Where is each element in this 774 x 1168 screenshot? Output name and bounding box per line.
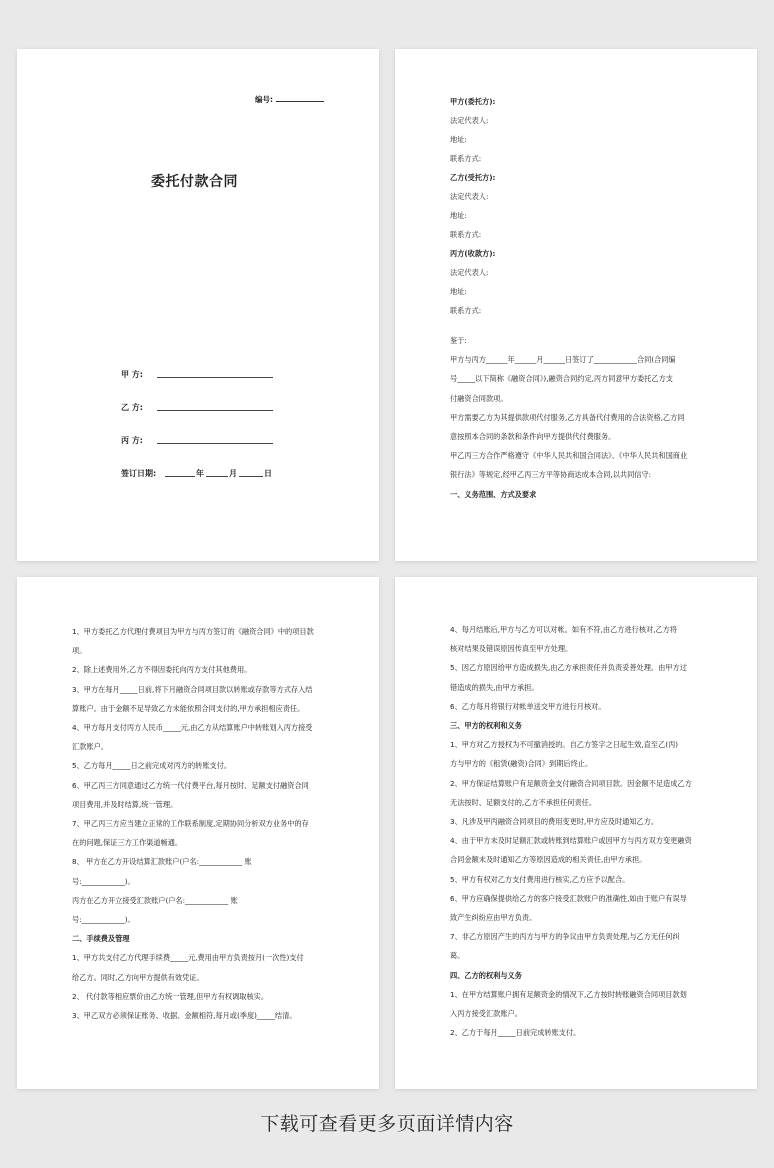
text-line: 2、乙方于每月_____日前完成转账支付。 xyxy=(450,1028,581,1038)
section-heading: 乙方(受托方): xyxy=(450,173,496,182)
party-b-line xyxy=(157,410,273,411)
text-line: 核对结果及错误原因传真至甲方处理。 xyxy=(450,644,573,654)
download-more-caption: 下载可查看更多页面详情内容 xyxy=(260,1113,514,1135)
text-line: 无法按时、足额支付的,乙方不承担任何责任。 xyxy=(450,797,597,807)
text-line: 4、每月结账后,甲方与乙方可以对帐。如有不符,由乙方进行核对,乙方将 xyxy=(450,625,678,634)
text-line: 方与甲方的《租赁(融资)合同》到期后终止。 xyxy=(450,759,593,769)
section-heading: 三、甲方的权利和义务 xyxy=(450,721,522,730)
sign-year-label: 年 xyxy=(196,469,204,478)
text-line: 3、凡涉及甲丙融资合同项目的费用变更时,甲方应及时通知乙方。 xyxy=(450,817,659,826)
text-line: 2、除上述费用外,乙方不得因委托向丙方支付其他费用。 xyxy=(72,665,252,675)
contract-number-line xyxy=(276,101,324,102)
text-line: 6、甲方应确保提供给乙方的客户接受汇款账户的准确性,如由于账户有误导 xyxy=(450,893,687,903)
text-line: 2、 代付款等相应票价由乙方统一管理,但甲方有权调取核实。 xyxy=(72,991,269,1001)
text-line: 5、甲方有权对乙方支付费用进行核实,乙方应予以配合。 xyxy=(450,874,630,884)
text-line: 甲方与丙方______年______月______日签订了____________合同(合同编 xyxy=(450,355,676,365)
text-line: 7、甲乙丙三方应当建立正常的工作联系制度,定期协同分析双方业务中的存 xyxy=(72,819,309,828)
sign-day-label: 日 xyxy=(264,469,272,478)
text-line: 联系方式: xyxy=(450,230,482,239)
text-line: 6、甲乙丙三方同意通过乙方统一代付费平台,每月按时、足额支付融资合同 xyxy=(72,780,309,790)
text-line: 甲方需要乙方为其提供款项代付服务,乙方具备代付费用的合法资格,乙方同 xyxy=(450,412,685,422)
text-line: 付融资合同款项。 xyxy=(450,393,508,403)
text-line: 银行法》等规定,经甲乙丙三方平等协商达成本合同,以共同信守: xyxy=(450,470,652,480)
text-line: 鉴于: xyxy=(450,336,467,345)
contract-page-3 xyxy=(17,577,379,1089)
text-line: 6、乙方每月将银行对帐单送交甲方进行月核对。 xyxy=(450,701,606,711)
text-line: 地址: xyxy=(450,211,467,220)
party-c-label: 丙 方: xyxy=(121,436,143,445)
party-b-label: 乙 方: xyxy=(121,403,143,412)
party-c-line xyxy=(157,443,273,444)
party-a-label: 甲 方: xyxy=(121,370,143,379)
text-line: 项。 xyxy=(72,646,87,656)
text-line: 给乙方。同时,乙方向甲方提供有效凭证。 xyxy=(72,972,204,982)
sign-month-label: 月 xyxy=(229,469,237,478)
text-line: 1、在甲方结算账户拥有足额资金的情况下,乙方按时转账融资合同项目款划 xyxy=(450,989,687,999)
section-heading: 二、手续费及管理 xyxy=(72,934,130,944)
text-line: 法定代表人: xyxy=(450,116,489,125)
text-line: 丙方在乙方开立接受汇款账户(户名:____________ 账 xyxy=(72,895,238,905)
sign-year-line xyxy=(165,476,195,477)
section-heading: 甲方(委托方): xyxy=(450,97,496,106)
text-line: 1、甲方委托乙方代理付费项目为甲方与丙方签订的《融资合同》中的项目款 xyxy=(72,627,314,636)
contract-page-4 xyxy=(395,577,757,1089)
text-line: 2、甲方保证结算账户有足额资金支付融资合同项目款。因金额不足造成乙方 xyxy=(450,778,692,788)
text-line: 5、因乙方原因给甲方造成损失,由乙方承担责任并负责妥善处理。由甲方过 xyxy=(450,663,687,673)
contract-title: 委托付款合同 xyxy=(151,174,238,190)
text-line: 汇款账户。 xyxy=(72,742,108,752)
text-line: 1、甲方共支付乙方代理手续费_____元,费用由甲方负责按月(一次性)支付 xyxy=(72,953,304,963)
text-line: 号:____________)。 xyxy=(72,915,135,924)
text-line: 地址: xyxy=(450,287,467,296)
party-a-line xyxy=(157,377,273,378)
text-line: 意按照本合同的条款和条件向甲方提供代付费服务。 xyxy=(450,432,616,441)
text-line: 4、由于甲方未及时足额汇款或转账到结算账户或因甲方与丙方双方变更融资 xyxy=(450,836,692,846)
text-line: 葛。 xyxy=(450,951,465,961)
section-heading: 丙方(收款方): xyxy=(450,249,496,258)
text-line: 3、甲乙双方必须保证账务、收据、金额相符,每月或(季度)_____结清。 xyxy=(72,1011,297,1020)
text-line: 入丙方接受汇款账户。 xyxy=(450,1009,522,1018)
text-line: 联系方式: xyxy=(450,306,482,315)
contract-page-cover xyxy=(17,49,379,561)
text-line: 7、非乙方原因产生的丙方与甲方的争议由甲方负责处理,与乙方无任何纠 xyxy=(450,932,680,942)
text-line: 算账户。由于金额不足导致乙方未能依照合同支付的,甲方承担相应责任。 xyxy=(72,703,305,713)
text-line: 项目费用,并及时结算,统一管理。 xyxy=(72,799,178,809)
contract-page-2 xyxy=(395,49,757,561)
text-line: 5、乙方每月_____日之前完成对丙方的转账支付。 xyxy=(72,761,232,771)
text-line: 错造成的损失,由甲方承担。 xyxy=(450,682,539,692)
sign-month-line xyxy=(206,476,228,477)
text-line: 号:____________)。 xyxy=(72,876,135,886)
text-line: 合同金额未及时通知乙方等原因造成的相关责任,由甲方承担。 xyxy=(450,855,647,865)
text-line: 联系方式: xyxy=(450,154,482,163)
text-line: 号_____以下简称《融资合同》),融资合同约定,丙方同意甲方委托乙方支 xyxy=(450,374,673,384)
sign-day-line xyxy=(239,476,263,477)
text-line: 甲乙丙三方合作严格遵守《中华人民共和国合同法》、《中华人民共和国商业 xyxy=(450,451,688,461)
section-heading: 一、义务范围、方式及要求 xyxy=(450,489,537,499)
sign-date-label: 签订日期: xyxy=(121,469,157,478)
text-line: 3、甲方在每月_____日前,将下月融资合同项目款以转账或存款等方式存入结 xyxy=(72,684,313,694)
text-line: 地址: xyxy=(450,135,467,144)
text-line: 8、 甲方在乙方开设结算汇款账户(户名:____________ 账 xyxy=(72,857,252,867)
text-line: 法定代表人: xyxy=(450,192,489,201)
text-line: 4、甲方每月支付丙方人民币_____元,由乙方从结算账户中转账划入丙方接受 xyxy=(72,723,313,732)
contract-number-label: 编号: xyxy=(255,95,273,104)
text-line: 1、甲方对乙方授权为不可撤消授的。自乙方签字之日起生效,直至乙(丙) xyxy=(450,740,679,750)
section-heading: 四、乙方的权利与义务 xyxy=(450,970,522,980)
text-line: 法定代表人: xyxy=(450,268,489,277)
text-line: 致产生纠纷应由甲方负责。 xyxy=(450,913,537,922)
text-line: 在的问题,保证三方工作渠道畅通。 xyxy=(72,838,183,848)
